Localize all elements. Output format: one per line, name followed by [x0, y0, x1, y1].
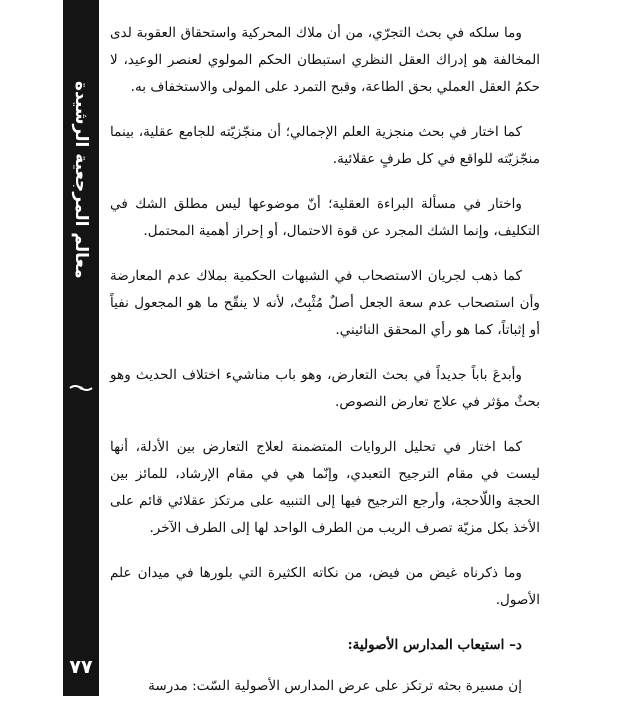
running-title: معالم المرجعية الرشيدة [71, 81, 91, 279]
ornament-mark-icon [69, 382, 93, 394]
section-heading: د– استيعاب المدارس الأصولية: [347, 637, 522, 653]
paragraph: وأبدعَ باباً جديداً في بحث التعارض، وهو باب مناشيء اختلاف الحديث وهو بحثٌ مؤثر في علاج تعارض النصوص. [110, 367, 540, 410]
paragraph: وما سلكه في بحث التجرّي، من أن ملاك المحركية واستحقاق العقوبة لدى المخالفة هو إدراك العقل النظري استبطان الحكم المولوي لعنصر الوعيد، لا حكمُ العقل العملي بحق الطاعة، وقبح التمرد على المولى والاستخفاف به. [110, 25, 540, 95]
side-bar [63, 0, 99, 696]
paragraph: وما ذكرناه غيض من فيض، من نكاته الكثيرة التي بلورها في ميدان علم الأصول. [110, 565, 540, 608]
paragraph: كما ذهب لجريان الاستصحاب في الشبهات الحكمية بملاك عدم المعارضة وأن استصحاب عدم سعة الجعل أصلٌ مُثْبِتٌ، لأنه لا ينقّح ما هو المجعول نفياً أو إثباتاً، كما هو رأي المحقق النائيني. [110, 268, 540, 338]
paragraph: كما اختار في بحث منجزية العلم الإجمالي؛ أن منجّزيّته للجامع عقلية، بينما منجّزيّته للواقع في كل طرفٍ عقلائية. [110, 124, 540, 167]
body-text [110, 20, 540, 700]
paragraph: واختار في مسألة البراءة العقلية؛ أنّ موضوعها ليس مطلق الشك في التكليف، وإنما الشك المجرد عن قوة الاحتمال، أو إحراز أهمية المحتمل. [110, 196, 540, 239]
paragraph: كما اختار في تحليل الروايات المتضمنة لعلاج التعارض بين الأدلة، أنها ليست في مقام الترجيح التعبدي، وإنّما هي في مقام الإرشاد، للمائز بين الحجة واللّاحجة، وأرجع الترجيح فيها إلى التنبيه على مرتكز عقلائي قائم على الأخذ بكل مزيّة تصرف الريب من الطرف الواحد لها إلى الطرف الآخر. [110, 439, 540, 536]
page-number: ٧٧ [69, 656, 93, 678]
paragraph: إن مسيرة بحثه ترتكز على عرض المدارس الأصولية السّت: مدرسة [148, 678, 522, 694]
